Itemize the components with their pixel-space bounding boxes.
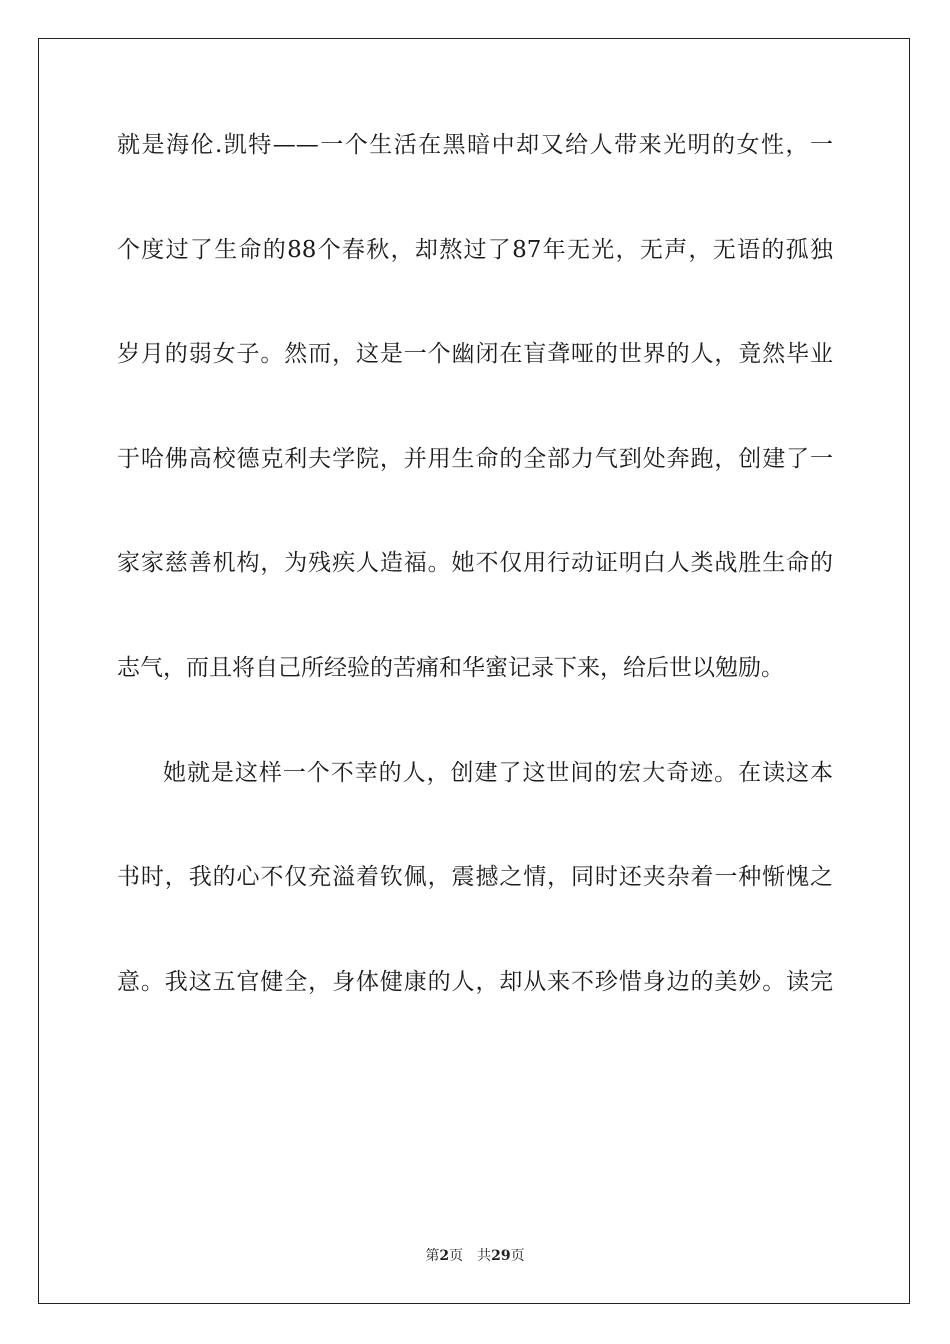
text-line: 书时，我的心不仅充溢着钦佩，震撼之情，同时还夹杂着一种惭愧之 bbox=[117, 864, 833, 891]
page-prefix: 第 bbox=[425, 1248, 440, 1264]
text-line: 志气，而且将自己所经验的苦痛和华蜜记录下来，给后世以勉励。 bbox=[117, 654, 784, 681]
page-suffix: 页 bbox=[449, 1248, 464, 1264]
total-prefix: 共 bbox=[477, 1248, 492, 1264]
text-line: 岁月的弱女子。然而，这是一个幽闭在盲聋哑的世界的人，竟然毕业 bbox=[117, 341, 833, 368]
page-footer bbox=[0, 1247, 950, 1265]
text-line: 意。我这五官健全，身体健康的人，却从来不珍惜身边的美妙。读完 bbox=[117, 968, 833, 995]
page-number: 2 bbox=[439, 1248, 450, 1264]
document-body bbox=[117, 130, 833, 1071]
text-line: 她就是这样一个不幸的人，创建了这世间的宏大奇迹。在读这本 bbox=[163, 759, 833, 786]
total-pages: 29 bbox=[491, 1248, 511, 1264]
text-line: 家家慈善机构，为残疾人造福。她不仅用行动证明白人类战胜生命的 bbox=[117, 550, 833, 577]
text-line: 于哈佛高校德克利夫学院，并用生命的全部力气到处奔跑，创建了一 bbox=[117, 445, 833, 472]
text-line: 个度过了生命的88个春秋，却熬过了87年无光，无声，无语的孤独 bbox=[117, 236, 833, 263]
text-line: 就是海伦.凯特——一个生活在黑暗中却又给人带来光明的女性，一 bbox=[117, 132, 833, 158]
total-suffix: 页 bbox=[510, 1248, 525, 1264]
